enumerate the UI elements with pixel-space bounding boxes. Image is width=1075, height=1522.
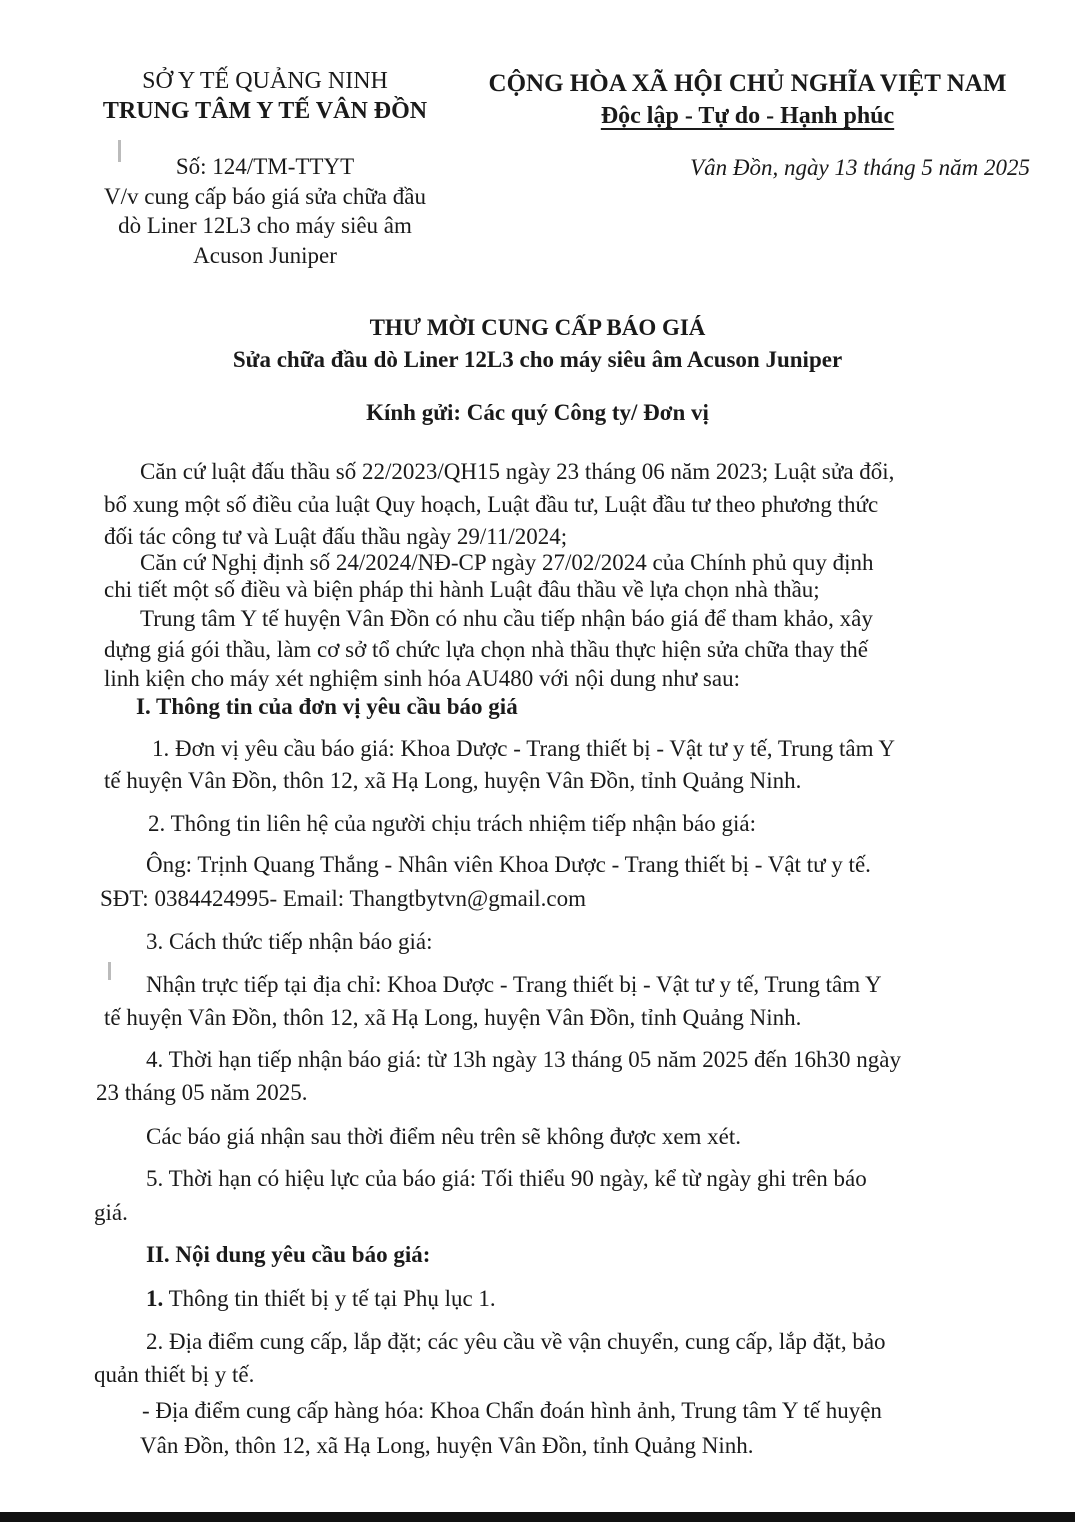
title-sub: Sửa chữa đầu dò Liner 12L3 cho máy siêu âm Acuson Juniper bbox=[232, 347, 843, 372]
scan-mark bbox=[108, 962, 111, 980]
agency-parent: SỞ Y TẾ QUẢNG NINH bbox=[142, 68, 388, 94]
item-number: 1. bbox=[146, 1286, 164, 1311]
body-line: linh kiện cho máy xét nghiệm sinh hóa AU480 với nội dung như sau: bbox=[104, 666, 740, 691]
body-line: 2. Địa điểm cung cấp, lắp đặt; các yêu cầu về vận chuyển, cung cấp, lắp đặt, bảo bbox=[146, 1329, 886, 1354]
body-line: Các báo giá nhận sau thời điểm nêu trên sẽ không được xem xét. bbox=[146, 1124, 742, 1149]
body-line: 4. Thời hạn tiếp nhận báo giá: từ 13h ngày 13 tháng 05 năm 2025 đến 16h30 ngày bbox=[146, 1047, 901, 1072]
body-line: tế huyện Vân Đồn, thôn 12, xã Hạ Long, huyện Vân Đồn, tỉnh Quảng Ninh. bbox=[104, 768, 802, 793]
body-line: dựng giá gói thầu, làm cơ sở tổ chức lựa chọn nhà thầu thực hiện sửa chữa thay thế bbox=[104, 637, 868, 662]
body-line: quản thiết bị y tế. bbox=[94, 1362, 255, 1387]
body-line: 5. Thời hạn có hiệu lực của báo giá: Tối thiểu 90 ngày, kể từ ngày ghi trên báo bbox=[146, 1166, 867, 1191]
document-title bbox=[0, 312, 1075, 376]
body-line: - Địa điểm cung cấp hàng hóa: Khoa Chẩn đoán hình ảnh, Trung tâm Y tế huyện bbox=[142, 1398, 882, 1423]
body-line: 1. Đơn vị yêu cầu báo giá: Khoa Dược - Trang thiết bị - Vật tư y tế, Trung tâm Y bbox=[152, 736, 896, 761]
body-line: 23 tháng 05 năm 2025. bbox=[96, 1080, 308, 1105]
body-line: tế huyện Vân Đồn, thôn 12, xã Hạ Long, huyện Vân Đồn, tỉnh Quảng Ninh. bbox=[104, 1005, 802, 1030]
subject-line: dò Liner 12L3 cho máy siêu âm bbox=[118, 213, 412, 238]
title-main: THƯ MỜI CUNG CẤP BÁO GIÁ bbox=[369, 315, 706, 340]
contact-line: SĐT: 0384424995- Email: Thangtbytvn@gmail.com bbox=[100, 886, 586, 911]
body-line: Nhận trực tiếp tại địa chỉ: Khoa Dược - Trang thiết bị - Vật tư y tế, Trung tâm Y bbox=[146, 972, 882, 997]
motto: Độc lập - Tự do - Hạnh phúc bbox=[600, 103, 895, 129]
body-line: 3. Cách thức tiếp nhận báo giá: bbox=[146, 929, 433, 954]
body-line: đối tác công tư và Luật đấu thầu ngày 29/11/2024; bbox=[104, 524, 568, 549]
agency-name: TRUNG TÂM Y TẾ VÂN ĐỒN bbox=[102, 98, 428, 124]
body-line bbox=[146, 1286, 496, 1312]
country-name: CỘNG HÒA XÃ HỘI CHỦ NGHĨA VIỆT NAM bbox=[488, 70, 1007, 97]
scan-edge bbox=[0, 1512, 1075, 1522]
body-line: 2. Thông tin liên hệ của người chịu trách nhiệm tiếp nhận báo giá: bbox=[148, 811, 756, 836]
item-text: Thông tin thiết bị y tế tại Phụ lục 1. bbox=[168, 1286, 496, 1311]
section-heading-2: II. Nội dung yêu cầu báo giá: bbox=[146, 1242, 431, 1267]
section-heading-1: I. Thông tin của đơn vị yêu cầu báo giá bbox=[136, 694, 518, 719]
scan-mark bbox=[118, 140, 121, 162]
subject-line: V/v cung cấp báo giá sửa chữa đầu bbox=[104, 183, 426, 209]
body-line: Vân Đồn, thôn 12, xã Hạ Long, huyện Vân Đồn, tỉnh Quảng Ninh. bbox=[140, 1433, 754, 1458]
subject-line: Acuson Juniper bbox=[193, 242, 337, 268]
body-line: Căn cứ Nghị định số 24/2024/NĐ-CP ngày 27/02/2024 của Chính phủ quy định bbox=[140, 550, 874, 575]
document-reference bbox=[70, 152, 460, 270]
greeting: Kính gửi: Các quý Công ty/ Đơn vị bbox=[366, 400, 709, 425]
body-line: Căn cứ luật đấu thầu số 22/2023/QH15 ngày 23 tháng 06 năm 2023; Luật sửa đổi, bbox=[140, 459, 895, 484]
document-number: Số: 124/TM-TTYT bbox=[175, 154, 355, 179]
body-line: giá. bbox=[94, 1200, 128, 1225]
body-line: Trung tâm Y tế huyện Vân Đồn có nhu cầu tiếp nhận báo giá để tham khảo, xây bbox=[140, 606, 873, 631]
body-line: bổ xung một số điều của luật Quy hoạch, Luật đầu tư, Luật đầu tư theo phương thức bbox=[104, 492, 879, 517]
issuing-agency bbox=[70, 66, 460, 126]
body-line: chi tiết một số điều và biện pháp thi hành Luật đâu thầu về lựa chọn nhà thầu; bbox=[104, 577, 820, 602]
national-motto bbox=[460, 68, 1035, 132]
date-place: Vân Đồn, ngày 13 tháng 5 năm 2025 bbox=[690, 155, 1030, 180]
body-line: Ông: Trịnh Quang Thắng - Nhân viên Khoa Dược - Trang thiết bị - Vật tư y tế. bbox=[146, 852, 871, 877]
